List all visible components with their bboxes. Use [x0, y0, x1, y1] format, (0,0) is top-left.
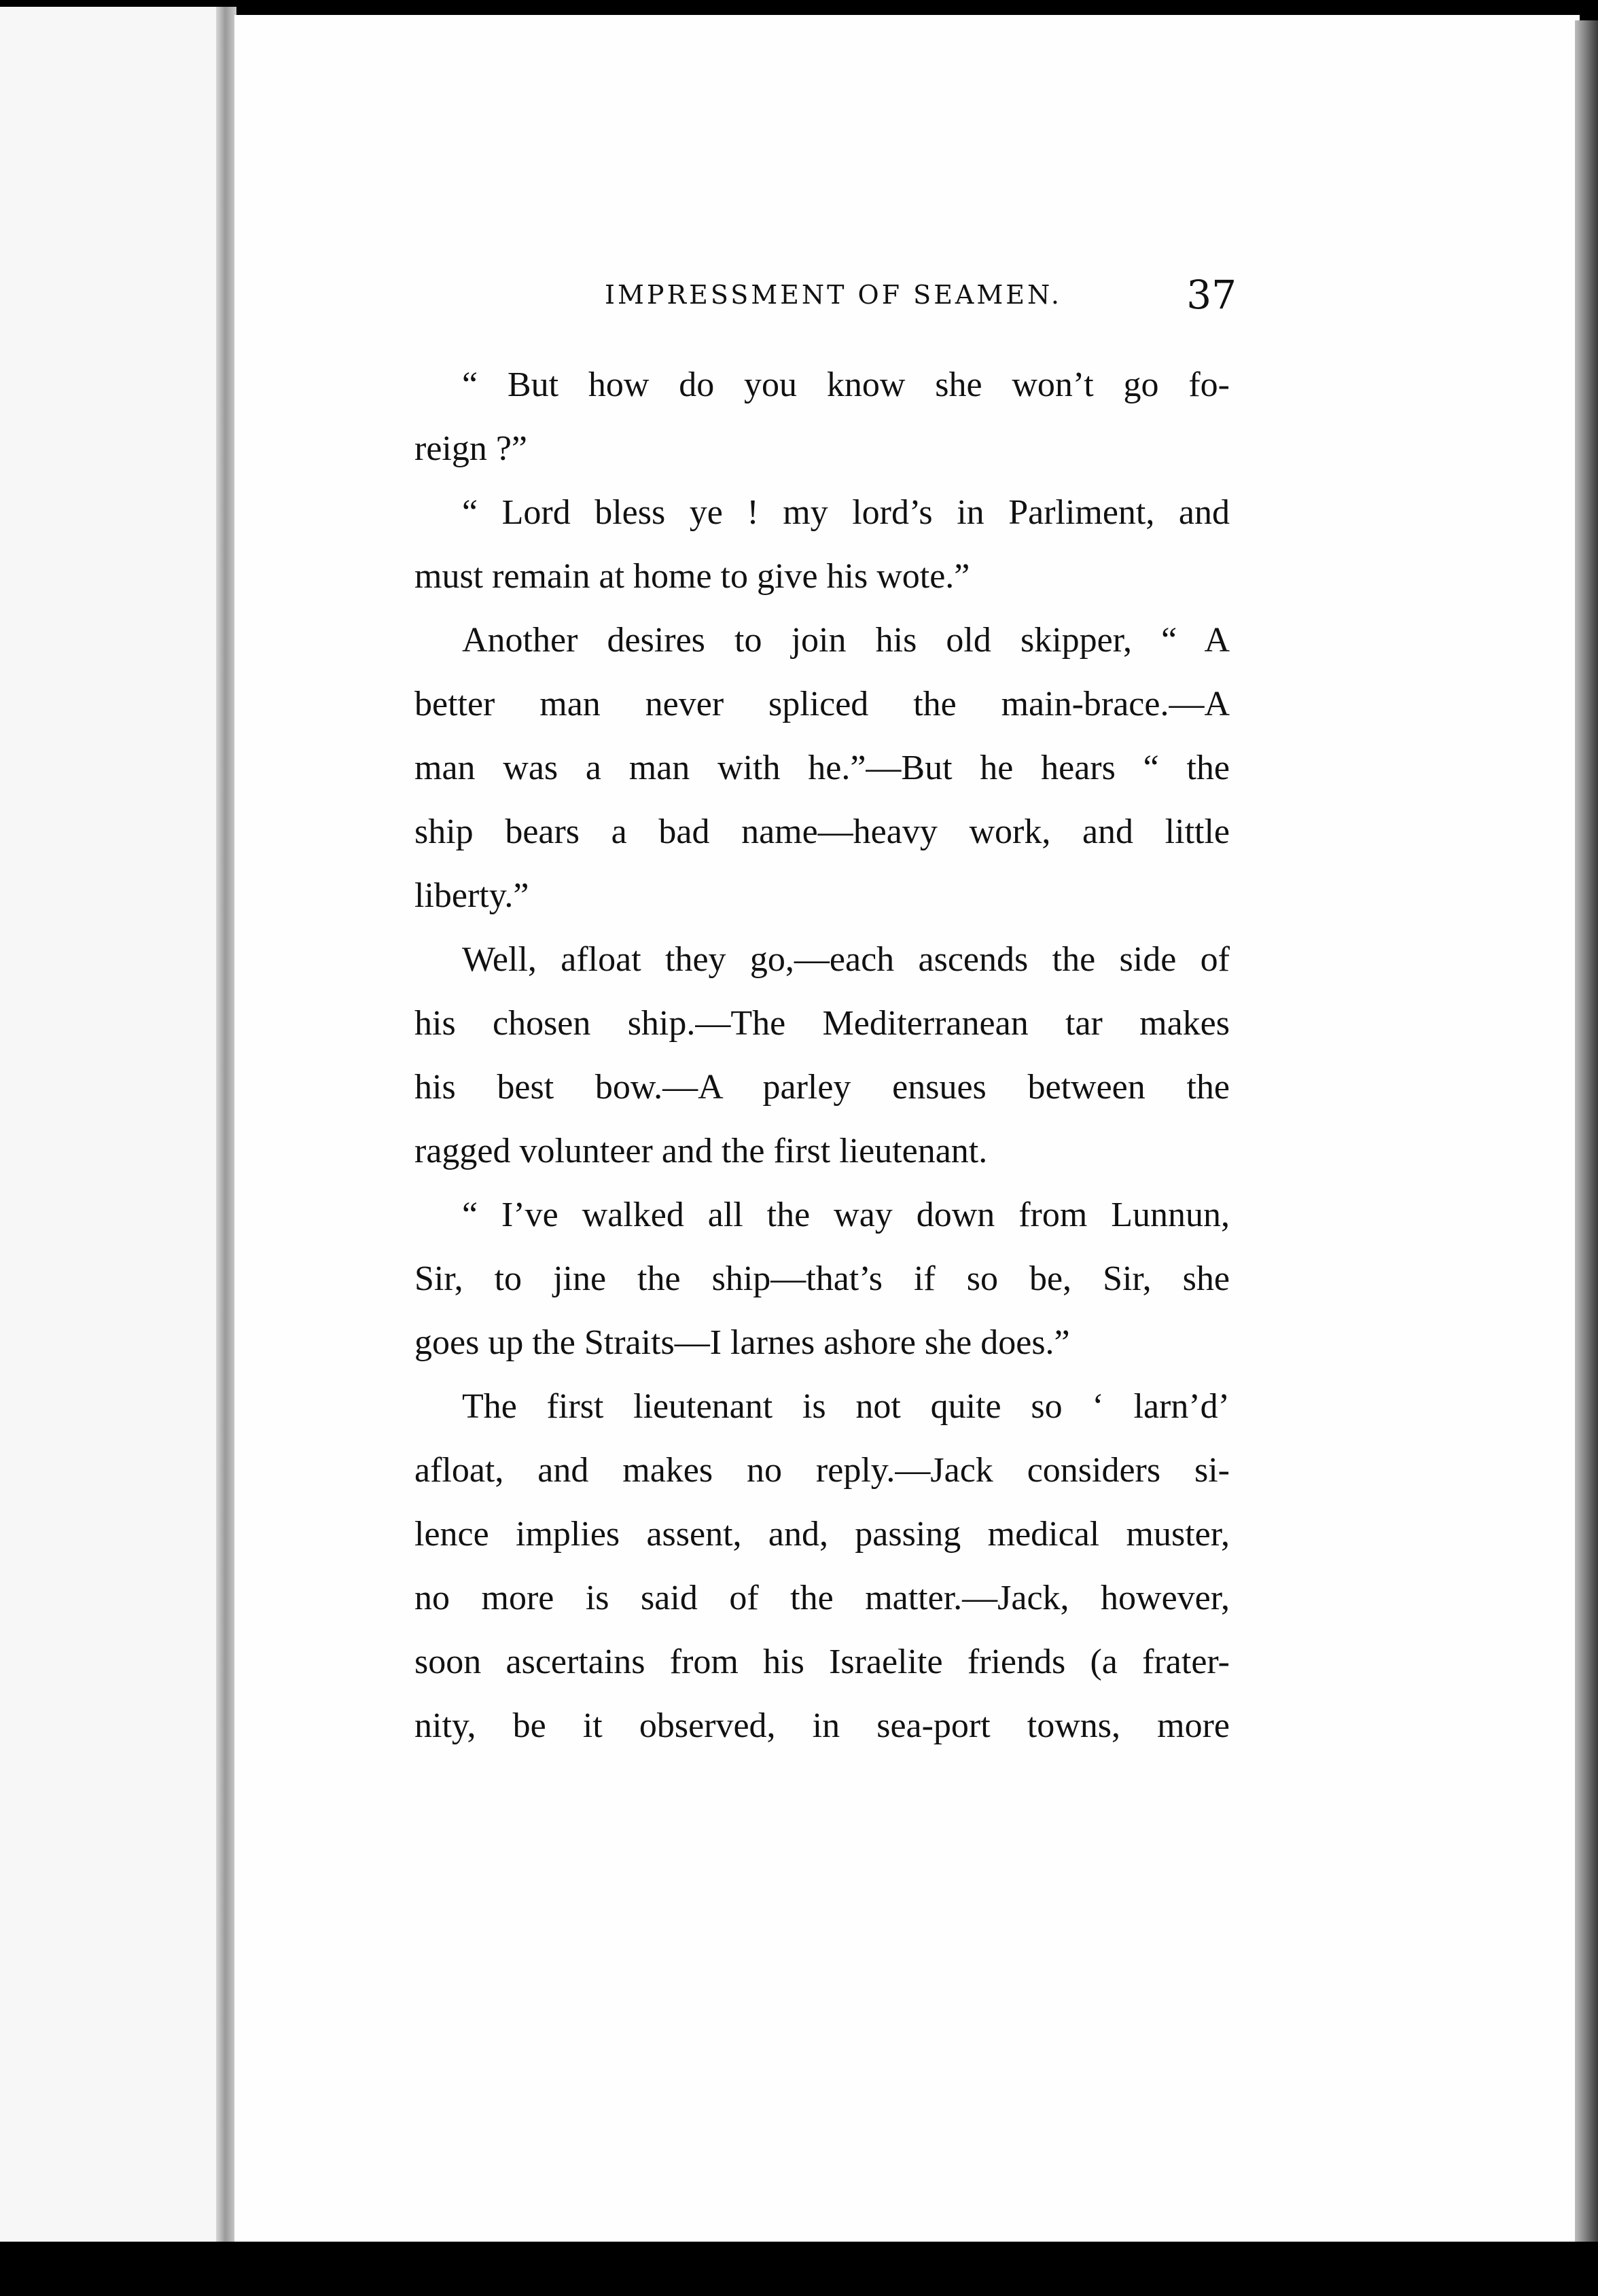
book-gutter: [216, 7, 236, 2242]
body-text: [414, 353, 1230, 1758]
text-line: soon ascertains from his Israelite friends (a frater-: [414, 1643, 1230, 1681]
running-head: IMPRESSMENT OF SEAMEN.: [605, 280, 1062, 310]
page-header: [605, 272, 1237, 326]
facing-page: [0, 7, 224, 2242]
text-line: better man never spliced the main-brace.—A: [414, 685, 1230, 723]
text-line: “ I’ve walked all the way down from Lunnun,: [462, 1196, 1230, 1234]
text-line: liberty.”: [414, 876, 529, 915]
text-line: The first lieutenant is not quite so ‘ larn’d’: [462, 1387, 1230, 1426]
text-line: Another desires to join his old skipper, “ A: [462, 621, 1230, 660]
text-line: goes up the Straits—I larnes ashore she does.”: [414, 1323, 1070, 1362]
text-line: ragged volunteer and the first lieutenant.: [414, 1132, 988, 1170]
text-line: his best bow.—A parley ensues between the: [414, 1068, 1230, 1107]
text-line: man was a man with he.”—But he hears “ the: [414, 749, 1230, 787]
text-line: afloat, and makes no reply.—Jack considers si-: [414, 1451, 1230, 1490]
text-line: ship bears a bad name—heavy work, and little: [414, 812, 1230, 851]
page-edge: [1575, 20, 1598, 2242]
text-line: “ Lord bless ye ! my lord’s in Parliment, and: [462, 493, 1230, 532]
text-line: must remain at home to give his wote.”: [414, 557, 970, 596]
text-line: reign ?”: [414, 429, 528, 468]
text-line: “ But how do you know she won’t go fo-: [462, 365, 1230, 404]
text-line: lence implies assent, and, passing medical muster,: [414, 1515, 1230, 1554]
page-number: 37: [1186, 272, 1237, 318]
text-line: nity, be it observed, in sea-port towns, more: [414, 1706, 1230, 1745]
text-line: no more is said of the matter.—Jack, however,: [414, 1579, 1230, 1617]
text-line: Well, afloat they go,—each ascends the side of: [462, 940, 1230, 979]
text-line: his chosen ship.—The Mediterranean tar makes: [414, 1004, 1230, 1043]
text-line: Sir, to jine the ship—that’s if so be, Sir, she: [414, 1259, 1230, 1298]
